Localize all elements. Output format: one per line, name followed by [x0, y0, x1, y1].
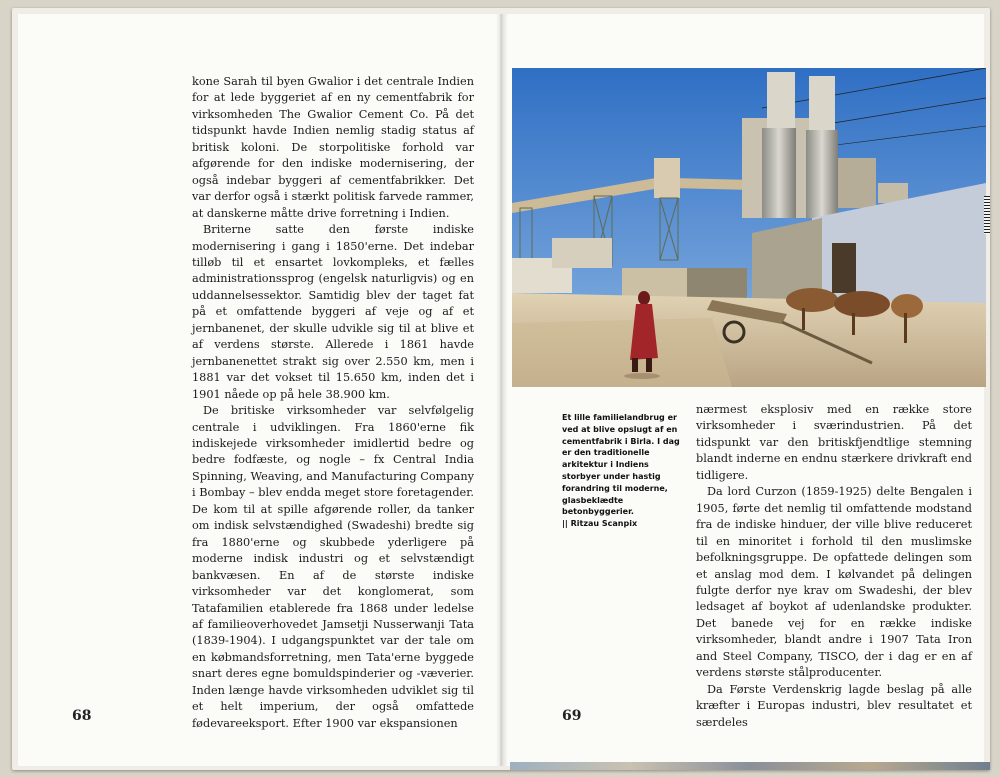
page-number: 68	[72, 708, 92, 724]
page-edge-tab	[984, 196, 990, 234]
paragraph: De britiske virksomheder var selvfølgelig centrale i udviklingen. Fra 1860'erne fik indiskejede virksomheder imidlertid bedre og bedre fodfæste, og nogle – fx Central India Spinning, Weaving, and Manufacturing Company i Bombay – blev endda meget store foretagender. De kom til at spille afgørende roller, da tanker om indisk selvstændighed (Swadeshi) bredte sig fra 1880'erne og skubbede yderligere på moderne indisk industri og et selvstændigt bankvæsen. En af de største indiske virksomheder var det konglomerat, som Tatafamilien etablerede fra 1868 under ledelse af familieoverhovedet Jamsetji Nusserwanji Tata (1839-1904). I udgangspunktet var der tale om en købmandsforretning, men Tata'erne byggede snart deres egne bomuldspinderier og -væverier. Inden længe havde virksomheden udviklet sig til et helt imperium, der også omfattede fødevareeksport. Efter 1900 var ekspansionen	[192, 404, 474, 730]
paragraph: Da Første Verdenskrig lagde beslag på alle kræfter i Europas industri, blev resultatet et særdeles	[696, 682, 972, 729]
caption-credit: || Ritzau Scanpix	[562, 519, 638, 529]
left-page-text	[192, 74, 474, 732]
right-page	[502, 14, 984, 766]
paragraph: nærmest eksplosiv med en række store virksomheder i sværindustrien. På det tidspunkt var den britiskfjendtlige stemning blandt inderne en endnu stærkere drivkraft end tidligere.	[696, 403, 972, 482]
page-number: 69	[562, 708, 582, 724]
page-edge-strip	[510, 762, 990, 770]
right-page-text	[696, 402, 972, 731]
caption-text: Et lille familielandbrug er ved at blive opslugt af en cementfabrik i Birla. I dag er den traditionelle arkitektur i Indiens storbyer under hastig forandring til moderne, glasbeklædte betonbyggerier.	[562, 413, 680, 517]
paragraph: kone Sarah til byen Gwalior i det centrale Indien for at lede byggeriet af en ny cementfabrik for virksomheden The Gwalior Cement Co. På det tidspunkt havde Indien nemlig stadig status af britisk koloni. De storpolitiske forhold var afgørende for den indiske modernisering, der også indebar byggeri af cementfabrikker. Det var derfor også i stærkt politisk farvede rammer, at danskerne måtte drive forretning i Indien.	[192, 75, 474, 220]
cement-factory-photo	[512, 68, 986, 387]
book-spread	[12, 8, 990, 770]
paragraph: Briterne satte den første indiske modernisering i gang i 1850'erne. Det indebar tilløb til et ensartet lovkompleks, et fælles administrationssprog (engelsk naturligvis) og en uddannelsessektor. Samtidig blev der taget fat på et omfattende byggeri af veje og af et jernbanenet, der skulle udvikle sig til at blive et af verdens største. Allerede i 1861 havde jernbanenettet strakt sig over 2.550 km, men i 1881 var det vokset til 15.650 km, inden det i 1901 nåede op på hele 38.900 km.	[192, 223, 474, 401]
left-page	[18, 14, 500, 766]
book-gutter	[496, 14, 508, 766]
photo-caption	[562, 412, 680, 530]
paragraph: Da lord Curzon (1859-1925) delte Bengalen i 1905, førte det nemlig til omfattende modstand fra de indiske hinduer, der ville blive reduceret til en minoritet i forhold til den muslimske befolkningsgruppe. De opfattede delingen som et anslag mod dem. I kølvandet på delingen fulgte derfor nye krav om Swadeshi, der blev ledsaget af boykot af udenlandske produkter. Det banede vej for en række indiske virksomheder, blandt andre i 1907 Tata Iron and Steel Company, TISCO, der i dag er en af verdens største stålproducenter.	[696, 485, 972, 680]
